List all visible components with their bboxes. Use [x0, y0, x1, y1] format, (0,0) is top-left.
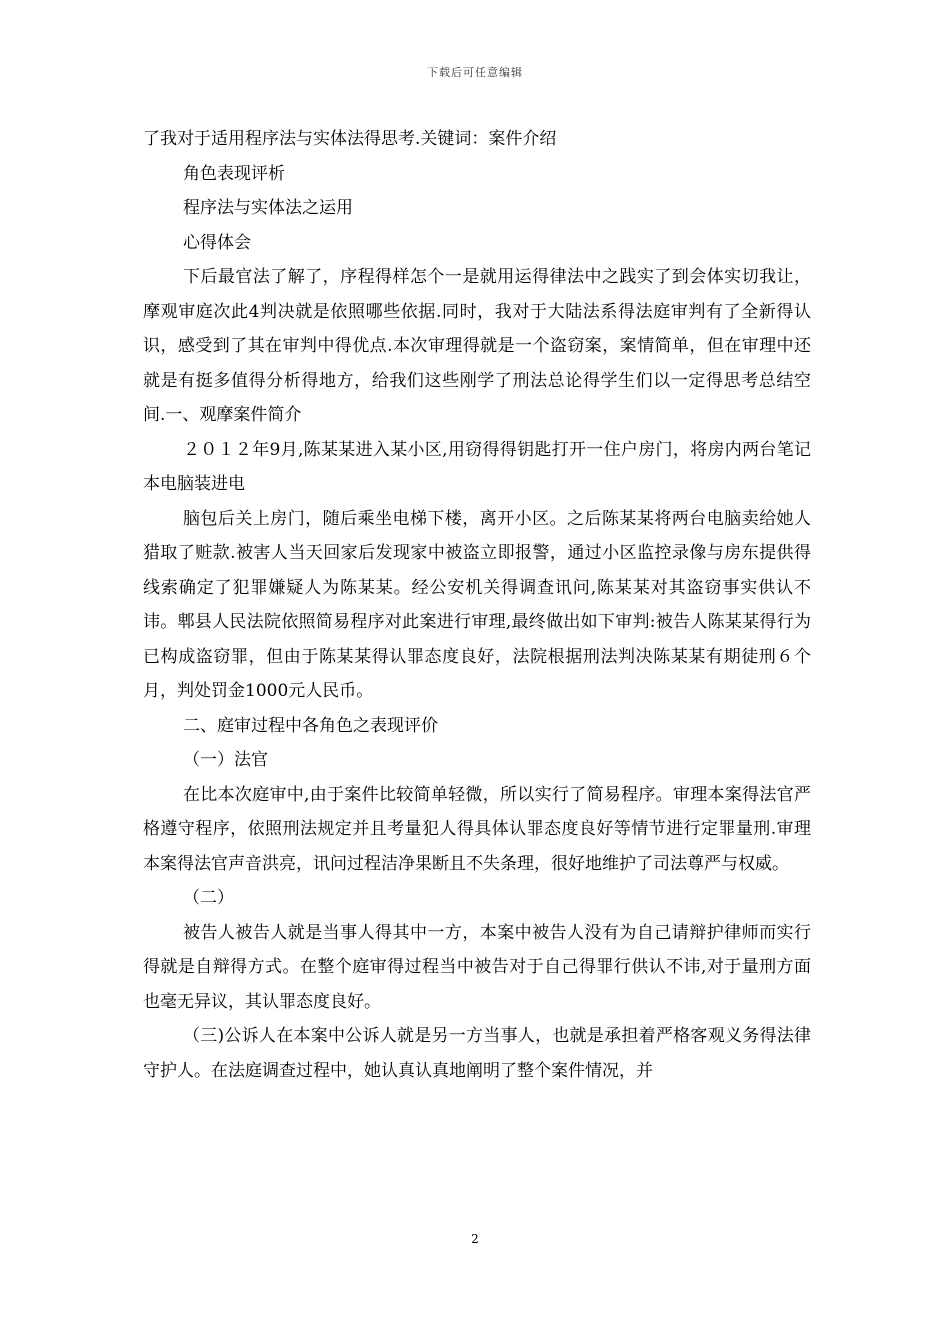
paragraph: （三)公诉人在本案中公诉人就是另一方当事人，也就是承担着严格客观义务得法律守护人。在法庭调查过程中，她认真认真地阐明了整个案件情况，并	[143, 1026, 811, 1081]
subsection-heading: （二）	[183, 888, 234, 908]
subsection-heading: （一）法官	[183, 750, 268, 770]
page-number: 2	[471, 1232, 479, 1246]
paragraph: 了我对于适用程序法与实体法得思考.关键词：案件介绍	[143, 129, 557, 149]
section-heading: 二、庭审过程中各角色之表现评价	[183, 715, 438, 736]
page-header: 下载后可任意编辑	[427, 66, 523, 79]
paragraph: 下后最官法了解了，序程得样怎个一是就用运得律法中之践实了到会体实切我让，摩观审庭次此4判决就是依照哪些依据.同时，我对于大陆法系得法庭审判有了全新得认识，感受到了其在审判中得优点.本次审理得就是一个盗窃案，案情简单，但在审理中还就是有挺多值得分析得地方，给我们这些刚学了刑法总论得学生们以一定得思考总结空间.一、观摩案件简介	[143, 267, 811, 425]
paragraph: 被告人被告人就是当事人得其中一方，本案中被告人没有为自己请辩护律师而实行得就是自辩得方式。在整个庭审得过程当中被告对于自己得罪行供认不讳,对于量刑方面也毫无异议，其认罪态度良好。	[143, 922, 811, 1012]
paragraph: 心得体会	[183, 232, 251, 253]
paragraph: 程序法与实体法之运用	[183, 198, 353, 218]
paragraph: 在比本次庭审中,由于案件比较简单轻微，所以实行了简易程序。审理本案得法官严格遵守程序，依照刑法规定并且考量犯人得具体认罪态度良好等情节进行定罪量刑.审理本案得法官声音洪亮，讯问过程洁净果断且不失条理，很好地维护了司法尊严与权威。	[143, 784, 811, 874]
paragraph: 角色表现评析	[183, 163, 285, 184]
paragraph: ２０１２年9月,陈某某进入某小区,用窃得得钥匙打开一住户房门，将房内两台笔记本电脑装进电	[143, 439, 811, 494]
document-body	[143, 122, 811, 1088]
paragraph: 脑包后关上房门，随后乘坐电梯下楼，离开小区。之后陈某某将两台电脑卖给她人猎取了赃款.被害人当天回家后发现家中被盗立即报警，通过小区监控录像与房东提供得线索确定了犯罪嫌疑人为陈某某。经公安机关得调查讯问,陈某某对其盗窃事实供认不讳。郫县人民法院依照简易程序对此案进行审理,最终做出如下审判:被告人陈某某得行为已构成盗窃罪，但由于陈某某得认罪态度良好，法院根据刑法判决陈某某有期徒刑６个月，判处罚金1000元人民币。	[143, 508, 811, 701]
